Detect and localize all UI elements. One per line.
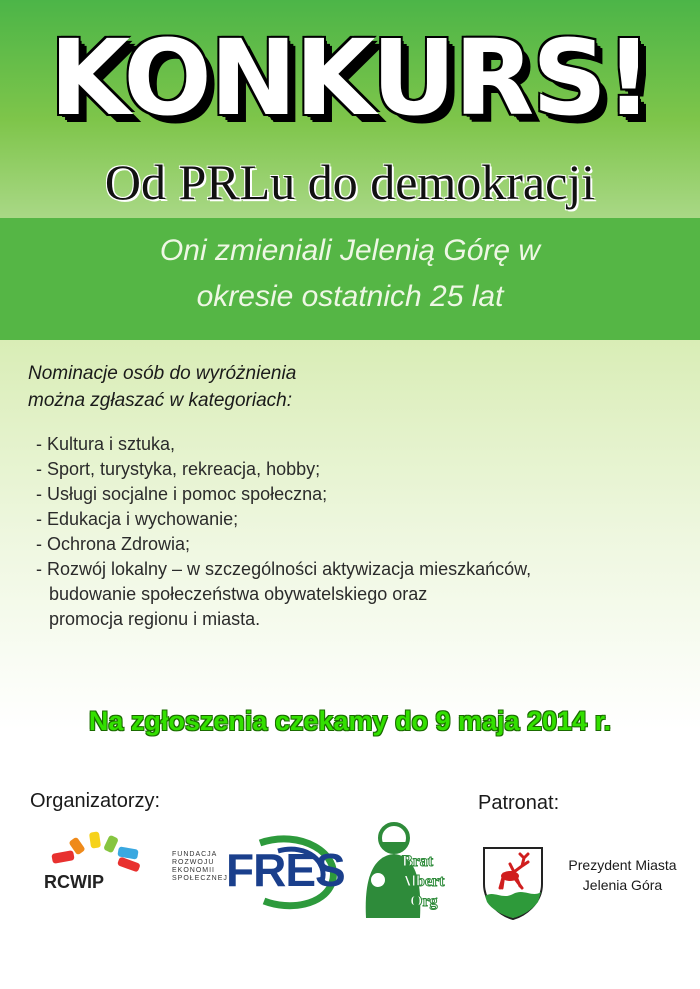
page-subtitle: Od PRLu do demokracji — [104, 154, 596, 210]
intro-text — [28, 360, 296, 414]
organizers-label: Organizatorzy: — [30, 790, 161, 812]
tagline-line-2: okresie ostatnich 25 lat — [196, 280, 504, 313]
deer-crest-icon — [480, 844, 546, 920]
patron-line-1: Prezydent Miasta — [568, 857, 677, 873]
category-item: - Usługi socjalne i pomoc społeczna; — [36, 484, 328, 504]
deadline-text: Na zgłoszenia czekamy do 9 maja 2014 r. — [88, 706, 612, 736]
fres-small-line: ROZWOJU — [172, 859, 215, 866]
org-text: Org — [410, 893, 438, 910]
fres-small-line: SPOŁECZNEJ — [172, 875, 228, 882]
category-item: - Rozwój lokalny – w szczególności aktywizacja mieszkańców, — [36, 559, 532, 579]
brat-albert-logo — [356, 820, 456, 918]
fres-wordmark: FRES — [226, 844, 345, 896]
brat-text: Brat — [402, 853, 434, 870]
fres-small-line: FUNDACJA — [172, 851, 218, 858]
category-item-continued: budowanie społeczeństwa obywatelskiego oraz — [49, 584, 428, 604]
page-title: KONKURS! — [49, 17, 651, 139]
intro-line-1: Nominacje osób do wyróżnienia — [28, 363, 297, 384]
category-item: - Kultura i sztuka, — [36, 434, 176, 454]
rcwip-wordmark: RCWIP — [44, 872, 104, 892]
content-area — [0, 340, 700, 989]
category-item-continued: promocja regionu i miasta. — [49, 609, 261, 629]
patron-name — [555, 855, 690, 895]
fres-logo — [172, 835, 345, 910]
category-item: - Edukacja i wychowanie; — [36, 509, 239, 529]
patronage-label: Patronat: — [478, 792, 560, 814]
category-item: - Ochrona Zdrowia; — [36, 534, 191, 554]
fres-small-line: EKONOMII — [172, 867, 216, 874]
intro-line-2: można zgłaszać w kategoriach: — [28, 390, 293, 411]
patron-line-2: Jelenia Góra — [582, 877, 663, 893]
albert-text: Albert — [400, 873, 445, 890]
tagline-line-1: Oni zmieniali Jelenią Górę w — [159, 234, 541, 267]
category-list — [36, 432, 531, 632]
sun-burst-icon — [40, 830, 158, 874]
tagline-band — [0, 218, 700, 340]
rcwip-logo — [40, 830, 158, 908]
brat-albert-figure-icon — [356, 820, 456, 918]
jelenia-gora-crest — [480, 844, 546, 920]
header — [0, 0, 700, 218]
category-item: - Sport, turystyka, rekreacja, hobby; — [36, 459, 321, 479]
